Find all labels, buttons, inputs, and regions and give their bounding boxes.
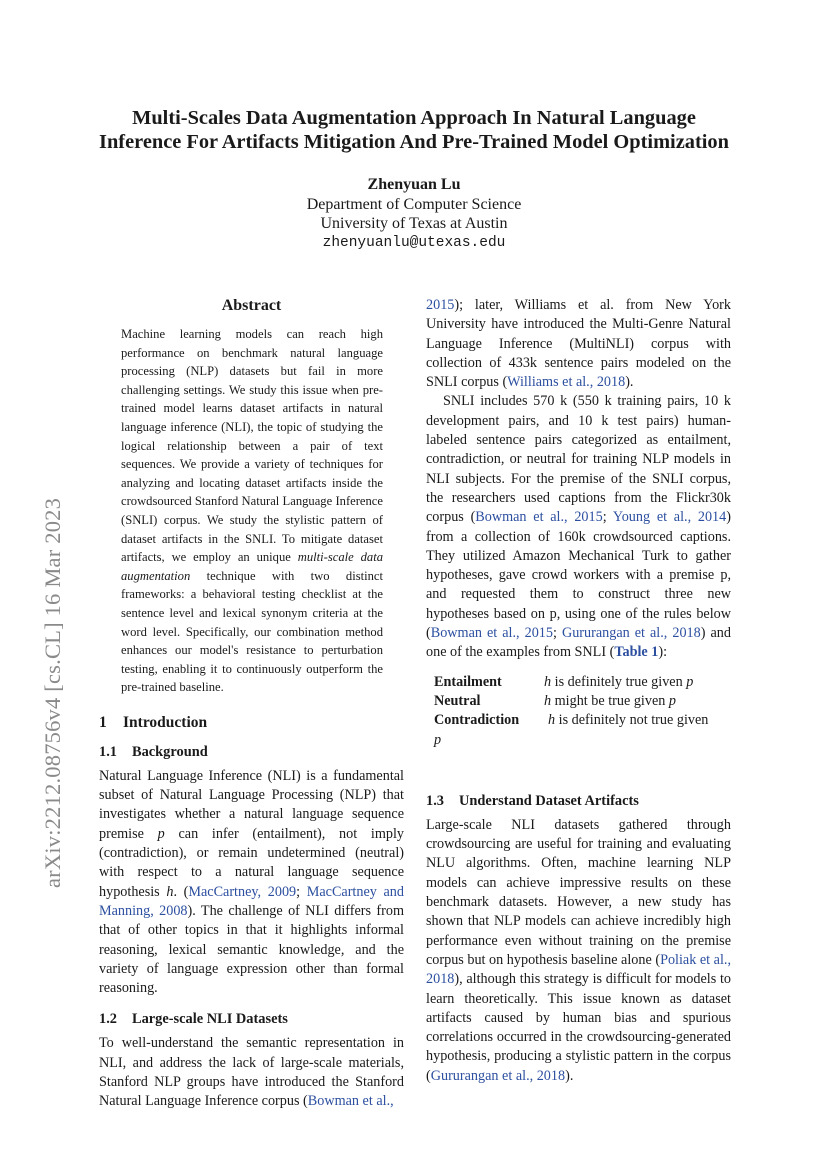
author-block bbox=[180, 175, 648, 253]
rule-description: h is definitely not true given bbox=[548, 712, 709, 729]
rule-entailment bbox=[434, 673, 731, 692]
abstract-body: Machine learning models can reach high performance on benchmark natural language processing (NLP) datasets but fail in more challenging settings. We study this issue when pre-trained model learns dataset artifacts in natural language inference (NLI), the topic of studying the logical relationship between a pair of text sequences. We provide a variety of techniques for analyzing and locating dataset artifacts inside the crowdsourced Stanford Natural Language Inference (SNLI) corpus. We study the stylistic pattern of dataset artifacts in the SNLI. To mitigate dataset artifacts, we employ an unique multi-scale data augmentation technique with two distinct frameworks: a behavioral testing checklist at the sentence level and lexical synonym criteria at the word level. Specifically, our combination method enhances our model's resistance to perturbation testing, enabling it to continuously outperform the pre-trained baseline. bbox=[121, 327, 383, 695]
datasets-paragraph-start: To well-understand the semantic representation in NLI, and address the lack of large-scale materials, Stanford NLP groups have introduced the Stanford Natural Language Inference corpus (Bowman et al., bbox=[99, 1035, 404, 1110]
rule-contradiction bbox=[434, 711, 731, 730]
rule-contradiction-wrap: p bbox=[434, 731, 442, 748]
subsection-heading-background: 1.1 Background bbox=[99, 743, 208, 760]
author-department: Department of Computer Science bbox=[306, 195, 522, 213]
author-name: Zhenyuan Lu bbox=[367, 176, 461, 193]
rule-label: Neutral bbox=[434, 692, 481, 709]
right-column bbox=[426, 296, 731, 1086]
nli-rules-list bbox=[434, 673, 731, 750]
citation-link[interactable]: Bowman et al., bbox=[307, 1093, 394, 1110]
section-heading-introduction: 1 Introduction bbox=[99, 713, 208, 731]
author-university: University of Texas at Austin bbox=[320, 215, 508, 232]
arxiv-identifier-stamp: arXiv:2212.08756v4 [cs.CL] 16 Mar 2023 bbox=[40, 497, 65, 888]
rule-description: h might be true given p bbox=[544, 692, 676, 709]
abstract-emphasis: multi-scale data augmentation bbox=[121, 550, 383, 583]
title-line-2: Inference For Artifacts Mitigation And Pre-Trained Model Optimization bbox=[99, 131, 729, 153]
paper-title bbox=[80, 106, 748, 154]
citation-link[interactable]: Gururangan et al., 2018 bbox=[430, 1067, 566, 1084]
citation-link[interactable]: Bowman et al., 2015 bbox=[475, 509, 603, 526]
title-line-1: Multi-Scales Data Augmentation Approach In Natural Language bbox=[132, 107, 696, 129]
datasets-paragraph-continued: 2015); later, Williams et al. from New York University have introduced the Multi-Genre Natural Language Inference (MultiNLI) corpus with collection of 433k sentence pairs modeled on the SNLI corpus (Williams et al., 2018). bbox=[426, 297, 731, 391]
artifacts-paragraph: Large-scale NLI datasets gathered through crowdsourcing are useful for training and evaluating NLU algorithms. Often, machine learning NLP models can achieve impressive results on these benchmark datasets. However, a new study has shown that NLP models can achieve incredibly high performance even without training on the premise corpus but on hypothesis baseline alone (Poliak et al., 2018), although this strategy is difficult for models to learn theoretically. This issue known as dataset artifacts caused by human bias and spurious correlations occurred in the crowdsourcing-generated hypothesis, producing a stylistic pattern in the corpus (Gururangan et al., 2018). bbox=[426, 816, 731, 1084]
citation-link[interactable]: Gururangan et al., 2018 bbox=[561, 625, 701, 642]
subsection-heading-artifacts: 1.3 Understand Dataset Artifacts bbox=[426, 792, 639, 809]
citation-link[interactable]: MacCartney and Manning, 2008 bbox=[99, 883, 404, 919]
rule-neutral bbox=[434, 692, 731, 711]
left-column bbox=[99, 296, 404, 1112]
subsection-heading-datasets: 1.2 Large-scale NLI Datasets bbox=[99, 1011, 288, 1028]
background-paragraph: Natural Language Inference (NLI) is a fundamental subset of Natural Language Processing (NLP) that investigates whether a natural language sequence premise p can infer (entailment), not imply (contradiction), or remain undetermined (neutral) with respect to a natural language sequence hypothesis h. (MacCartney, 2009; MacCartney and Manning, 2008). The challenge of NLI differs from that of other topics in that it highlights informal reasoning, lexical semantic knowledge, and the variety of language expression other than formal reasoning. bbox=[99, 767, 404, 997]
table-reference-link[interactable]: Table 1 bbox=[614, 644, 659, 661]
rule-label: Contradiction bbox=[434, 712, 520, 729]
snli-paragraph: SNLI includes 570 k (550 k training pairs, 10 k development pairs, and 10 k test pairs) human-labeled sentence pairs categorized as entailment, contradiction, or neutral for training NLP models in NLI subjects. For the premise of the SNLI corpus, the researchers used captions from the Flickr30k corpus (Bowman et al., 2015; Young et al., 2014) from a collection of 160k crowdsourced captions. They utilized Amazon Mechanical Turk to gather hypotheses, gave crowd workers with a premise p, and requested them to construct three new hypotheses based on p, using one of the rules below (Bowman et al., 2015; Gururangan et al., 2018) and one of the examples from SNLI (Table 1): bbox=[426, 393, 731, 661]
citation-link[interactable]: 2015 bbox=[426, 297, 455, 313]
abstract-heading: Abstract bbox=[221, 297, 282, 314]
citation-link[interactable]: Young et al., 2014 bbox=[612, 509, 727, 526]
citation-link[interactable]: MacCartney, 2009 bbox=[188, 883, 297, 900]
rule-label: Entailment bbox=[434, 673, 502, 690]
citation-link[interactable]: Poliak et al., 2018 bbox=[426, 951, 731, 988]
author-email[interactable]: zhenyuanlu@utexas.edu bbox=[322, 234, 506, 251]
rule-description: h is definitely true given p bbox=[544, 673, 694, 690]
citation-link[interactable]: Bowman et al., 2015 bbox=[430, 625, 553, 642]
citation-link[interactable]: Williams et al., 2018 bbox=[507, 374, 626, 391]
